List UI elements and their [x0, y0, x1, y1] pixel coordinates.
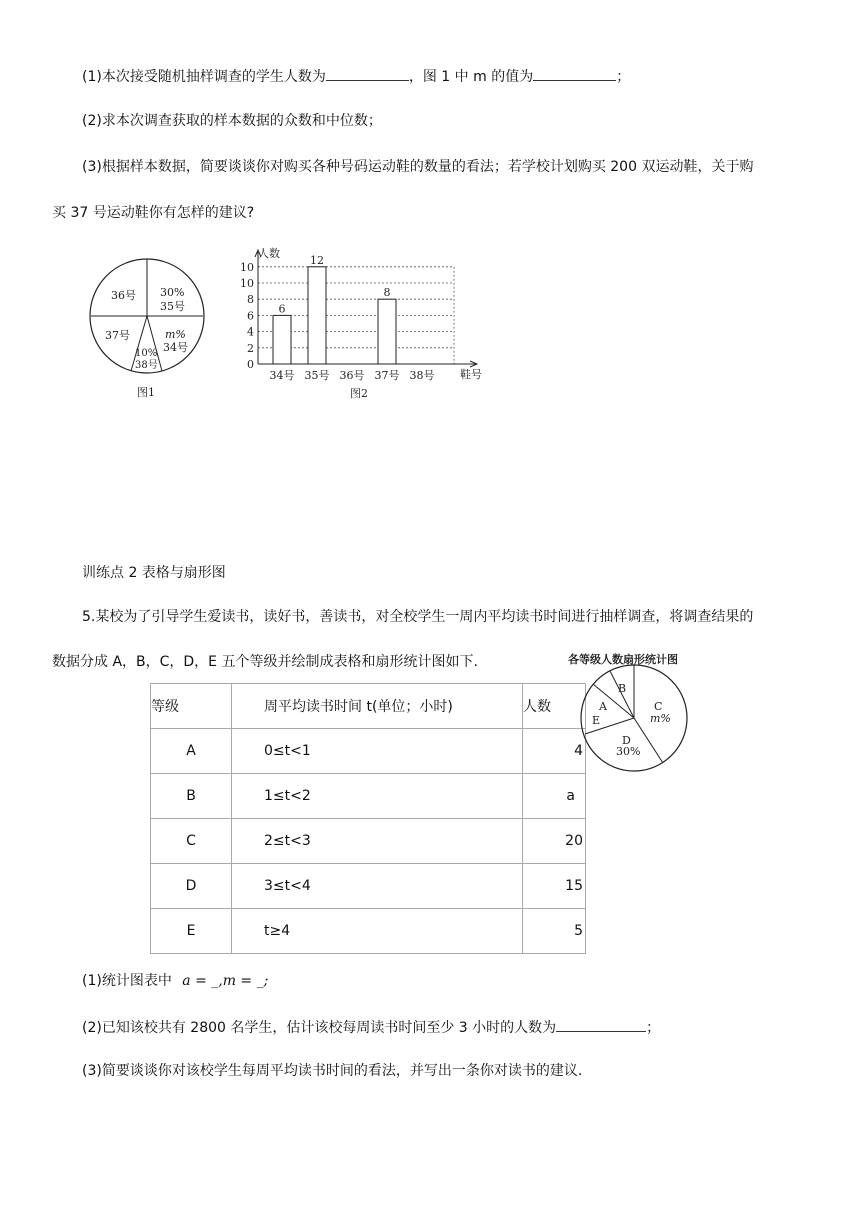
x-axis-label: 鞋号: [460, 368, 482, 381]
slice-label-38: 38号: [135, 360, 158, 371]
bar-value-label: 6: [278, 302, 286, 316]
y-tick-label: 4: [247, 325, 254, 339]
slice-label-a: A: [599, 700, 607, 713]
table-header-cell: 人数: [523, 684, 586, 729]
bar-value-label: 8: [383, 286, 391, 300]
answer-blank[interactable]: [533, 66, 616, 81]
table-cell-grade: E: [151, 909, 232, 954]
slice-label-e: E: [592, 714, 601, 727]
x-tick-label: 38号: [409, 369, 435, 382]
table-cell-grade: D: [151, 864, 232, 909]
slice-label-c: C: [654, 700, 663, 713]
q5-sub1-math: a = _,m = _;: [182, 973, 269, 989]
q-prev-part1-end: ；: [616, 69, 631, 85]
slice-pct-35: 30%: [160, 286, 185, 299]
slice-pct-34: m%: [165, 328, 186, 341]
figure1-caption: 图1: [137, 386, 155, 399]
section-title: 训练点 2 表格与扇形图: [82, 565, 226, 581]
table-cell-time: 0≤t<1: [232, 729, 523, 774]
table-cell-count: a: [523, 774, 586, 819]
bar: [308, 267, 326, 364]
table-header-cell: 等级: [151, 684, 232, 729]
q-prev-part1-text-b: ，图 1 中 m 的值为: [408, 69, 534, 85]
slice-pct-c: m%: [650, 712, 671, 725]
table-cell-time: 2≤t<3: [232, 819, 523, 864]
slice-label-d: D: [622, 734, 631, 747]
slice-label-35: 35号: [160, 300, 185, 313]
answer-blank[interactable]: [326, 66, 409, 81]
slice-label-34: 34号: [163, 341, 188, 354]
bar-value-label: 12: [310, 253, 324, 267]
grade-pie-chart: [566, 648, 716, 773]
y-axis-label: 人数: [258, 247, 280, 260]
q5-line1: 5.某校为了引导学生爱读书，读好书，善读书，对全校学生一周内平均读书时间进行抽样调查，将调查结果的: [82, 609, 754, 625]
slice-label-b: B: [618, 682, 627, 695]
table-row: [151, 774, 586, 819]
q-prev-part1-text-a: (1)本次接受随机抽样调查的学生人数为: [82, 69, 326, 85]
table-header-row: [151, 684, 586, 729]
q5-line2: 数据分成 A，B，C，D，E 五个等级并绘制成表格和扇形统计图如下.: [52, 654, 478, 670]
y-tick-label: 6: [247, 309, 254, 323]
table-cell-count: 5: [523, 909, 586, 954]
y-tick-label: 10: [240, 277, 254, 290]
x-tick-label: 37号: [374, 369, 400, 382]
grade-table: [150, 683, 586, 954]
table-row: [151, 864, 586, 909]
y-tick-label: 0: [247, 358, 254, 371]
answer-blank[interactable]: [556, 1017, 646, 1032]
x-tick-label: 36号: [339, 369, 365, 382]
bar: [273, 315, 291, 364]
figure2-bar-chart: [232, 242, 502, 404]
table-row: [151, 729, 586, 774]
slice-pct-38: 10%: [135, 348, 158, 359]
q5-sub3: (3)简要谈谈你对该校学生每周平均读书时间的看法，并写出一条你对读书的建议.: [82, 1063, 583, 1079]
q-prev-part3-line2: 买 37 号运动鞋你有怎样的建议?: [52, 205, 255, 221]
slice-label-37: 37号: [105, 329, 130, 342]
x-tick-label: 35号: [304, 369, 330, 382]
table-cell-grade: B: [151, 774, 232, 819]
q-prev-part1: [82, 66, 630, 86]
q-prev-part3-line1: (3)根据样本数据，简要谈谈你对购买各种号码运动鞋的数量的看法；若学校计划购买 200 双运动鞋，关于购: [82, 159, 754, 175]
bar: [378, 299, 396, 364]
table-header-cell: 周平均读书时间 t(单位；小时): [232, 684, 523, 729]
q5-sub1-text: (1)统计图表中: [82, 973, 177, 989]
table-cell-time: 1≤t<2: [232, 774, 523, 819]
q5-sub2-end: ；: [646, 1020, 661, 1036]
figure2-caption: 图2: [350, 387, 368, 400]
table-cell-time: 3≤t<4: [232, 864, 523, 909]
table-cell-count: 15: [523, 864, 586, 909]
slice-pct-d: 30%: [616, 745, 641, 758]
table-cell-count: 4: [523, 729, 586, 774]
q5-sub2: [82, 1017, 660, 1037]
x-tick-label: 34号: [269, 369, 295, 382]
q5-sub1: [82, 972, 268, 990]
slice-label-36: 36号: [111, 289, 136, 302]
pie-title: 各等级人数扇形统计图: [568, 653, 678, 666]
q-prev-part2: (2)求本次调查获取的样本数据的众数和中位数；: [82, 113, 382, 129]
table-cell-count: 20: [523, 819, 586, 864]
q5-sub2-text: (2)已知该校共有 2800 名学生，估计该校每周读书时间至少 3 小时的人数为: [82, 1020, 557, 1036]
table-cell-grade: A: [151, 729, 232, 774]
table-row: [151, 909, 586, 954]
y-tick-label: 10: [240, 260, 254, 274]
y-tick-label: 8: [247, 293, 254, 307]
table-cell-grade: C: [151, 819, 232, 864]
figure1-pie-chart: [85, 252, 215, 402]
table-row: [151, 819, 586, 864]
y-tick-label: 2: [247, 341, 254, 355]
table-cell-time: t≥4: [232, 909, 523, 954]
